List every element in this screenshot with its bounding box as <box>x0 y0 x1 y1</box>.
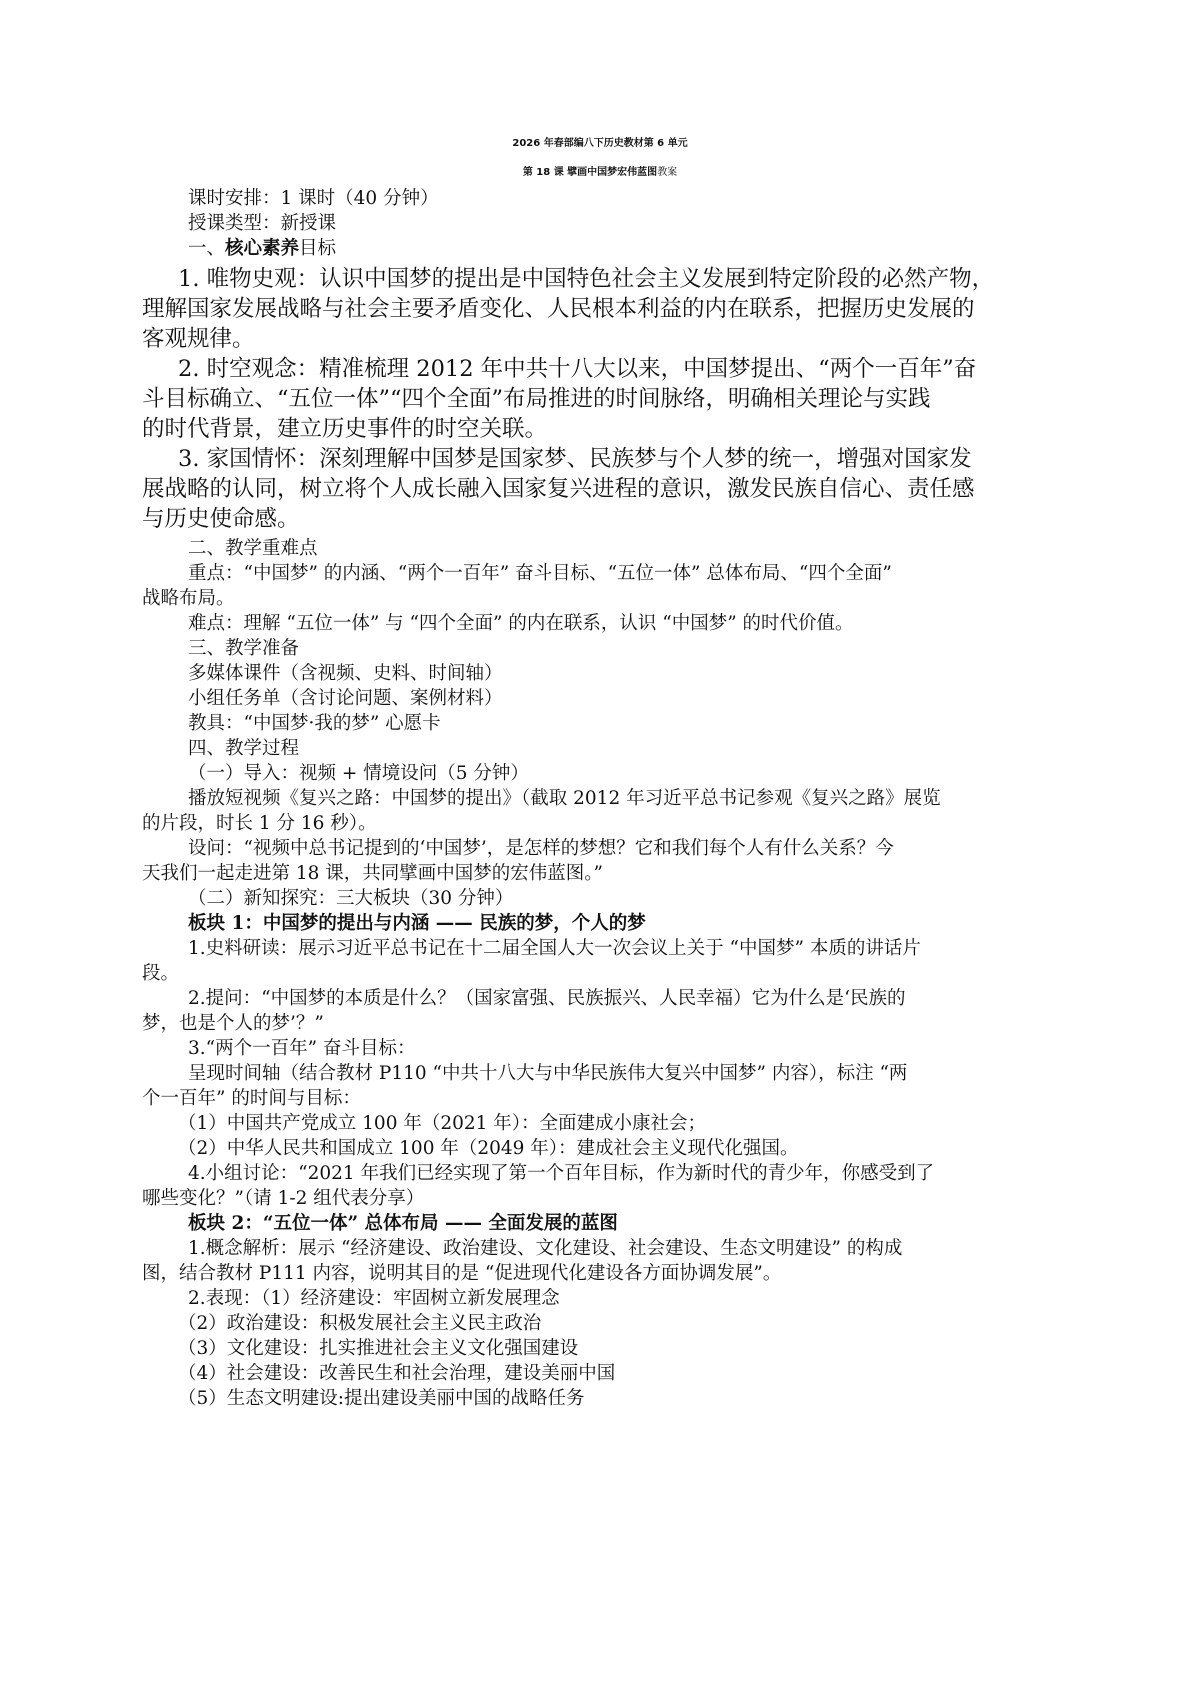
lesson-title <box>0 159 1200 187</box>
key-point-line2: 战略布局。 <box>142 588 235 609</box>
section4-heading: 四、教学过程 <box>188 738 300 759</box>
block1-item1-line1: 1.史料研读：展示习近平总书记在十二届全国人大一次会议上关于 “中国梦” 本质的讲话片 <box>188 938 921 959</box>
key-point-line1: 重点：“中国梦” 的内涵、“两个一百年” 奋斗目标、“五位一体” 总体布局、“四个全面” <box>188 563 892 584</box>
section3-heading: 三、教学准备 <box>188 638 300 659</box>
block1-goal1: （1）中国共产党成立 100 年（2021 年）：全面建成小康社会； <box>178 1113 707 1134</box>
block1-heading: 板块 1：中国梦的提出与内涵 —— 民族的梦，个人的梦 <box>188 913 646 934</box>
difficulty-line: 难点：理解 “五位一体” 与 “四个全面” 的内在联系，认识 “中国梦” 的时代价值。 <box>188 613 854 634</box>
section1-heading <box>188 236 336 262</box>
block1-item3-p-line1: 呈现时间轴（结合教材 P110 “中共十八大与中华民族伟大复兴中国梦” 内容），标注 “两 <box>188 1063 908 1084</box>
block2-item1-line1: 1.概念解析：展示 “经济建设、政治建设、文化建设、社会建设、生态文明建设” 的构成 <box>188 1238 903 1259</box>
prep-item: 小组任务单（含讨论问题、案例材料） <box>188 688 503 709</box>
section1-heading-suffix: 目标 <box>299 238 337 259</box>
lesson-type-line: 授课类型：新授课 <box>188 213 337 234</box>
block1-item2-line1: 2.提问：“中国梦的本质是什么？（国家富强、民族振兴、人民幸福）它为什么是‘民族的 <box>188 988 906 1009</box>
lesson-title-suffix: 教案 <box>657 167 678 178</box>
goal3-line1: 3. 家国情怀：深刻理解中国梦是国家梦、民族梦与个人梦的统一，增强对国家发 <box>178 446 972 472</box>
block1-item2-line2: 梦，也是个人的梦’？” <box>142 1013 324 1034</box>
lesson-title-bold: 第 18 课 擘画中国梦宏伟蓝图 <box>522 167 658 178</box>
step1-p2-line2: 天我们一起走进第 18 课，共同擘画中国梦的宏伟蓝图。” <box>142 863 604 884</box>
goal3-line2: 展战略的认同，树立将个人成长融入国家复兴进程的意识，激发民族自信心、责任感 <box>142 476 975 502</box>
block1-item3-p-line2: 个一百年” 的时间与目标： <box>142 1088 361 1109</box>
document-title: 2026 年春部编八下历史教材第 6 单元 <box>512 138 688 149</box>
goal1-line1: 1. 唯物史观：认识中国梦的提出是中国特色社会主义发展到特定阶段的必然产物， <box>178 266 995 292</box>
prep-item: 教具：“中国梦·我的梦” 心愿卡 <box>188 713 441 734</box>
block2-heading: 板块 2：“五位一体” 总体布局 —— 全面发展的蓝图 <box>188 1213 618 1234</box>
goal1-line2: 理解国家发展战略与社会主要矛盾变化、人民根本利益的内在联系，把握历史发展的 <box>142 296 975 322</box>
block2-point: （3）文化建设：扎实推进社会主义文化强国建设 <box>178 1338 579 1359</box>
goal3-line3: 与历史使命感。 <box>142 506 300 532</box>
step1-p2-line1: 设问：“视频中总书记提到的‘中国梦’，是怎样的梦想？它和我们每个人有什么关系？今 <box>188 838 894 859</box>
step2-heading: （二）新知探究：三大板块（30 分钟） <box>188 888 514 909</box>
block1-item4-line2: 哪些变化？”（请 1-2 组代表分享） <box>142 1188 425 1209</box>
goal1-line3: 客观规律。 <box>142 326 255 352</box>
step1-p1-line1: 播放短视频《复兴之路：中国梦的提出》（截取 2012 年习近平总书记参观《复兴之路》展览 <box>188 788 941 809</box>
goal2-line2: 斗目标确立、“五位一体”“四个全面”布局推进的时间脉络，明确相关理论与实践 <box>142 386 931 412</box>
goal2-line1: 2. 时空观念：精准梳理 2012 年中共十八大以来，中国梦提出、“两个一百年”奋 <box>178 356 977 382</box>
schedule-line: 课时安排：1 课时（40 分钟） <box>188 188 439 209</box>
block1-item3: 3.“两个一百年” 奋斗目标： <box>188 1038 416 1059</box>
step1-p1-line2: 的片段，时长 1 分 16 秒）。 <box>142 813 377 834</box>
section1-heading-prefix: 一、 <box>188 238 226 259</box>
step1-heading: （一）导入：视频 + 情境设问（5 分钟） <box>188 763 529 784</box>
block2-item1-line2: 图，结合教材 P111 内容，说明其目的是 “促进现代化建设各方面协调发展”。 <box>142 1263 782 1284</box>
block1-goal2: （2）中华人民共和国成立 100 年（2049 年）：建成社会主义现代化强国。 <box>178 1138 799 1159</box>
block1-item1-line2: 段。 <box>142 963 180 984</box>
section2-heading: 二、教学重难点 <box>188 538 318 559</box>
block2-point: （5）生态文明建设:提出建设美丽中国的战略任务 <box>178 1388 585 1409</box>
section1-heading-bold: 核心素养 <box>225 238 300 259</box>
block2-item2: 2.表现：（1）经济建设：牢固树立新发展理念 <box>188 1288 560 1309</box>
prep-item: 多媒体课件（含视频、史料、时间轴） <box>188 663 503 684</box>
block2-point: （4）社会建设：改善民生和社会治理，建设美丽中国 <box>178 1363 616 1384</box>
block2-point: （2）政治建设：积极发展社会主义民主政治 <box>178 1313 542 1334</box>
goal2-line3: 的时代背景，建立历史事件的时空关联。 <box>142 416 548 442</box>
block1-item4-line1: 4.小组讨论：“2021 年我们已经实现了第一个百年目标，作为新时代的青少年，你感受到了 <box>188 1163 935 1184</box>
